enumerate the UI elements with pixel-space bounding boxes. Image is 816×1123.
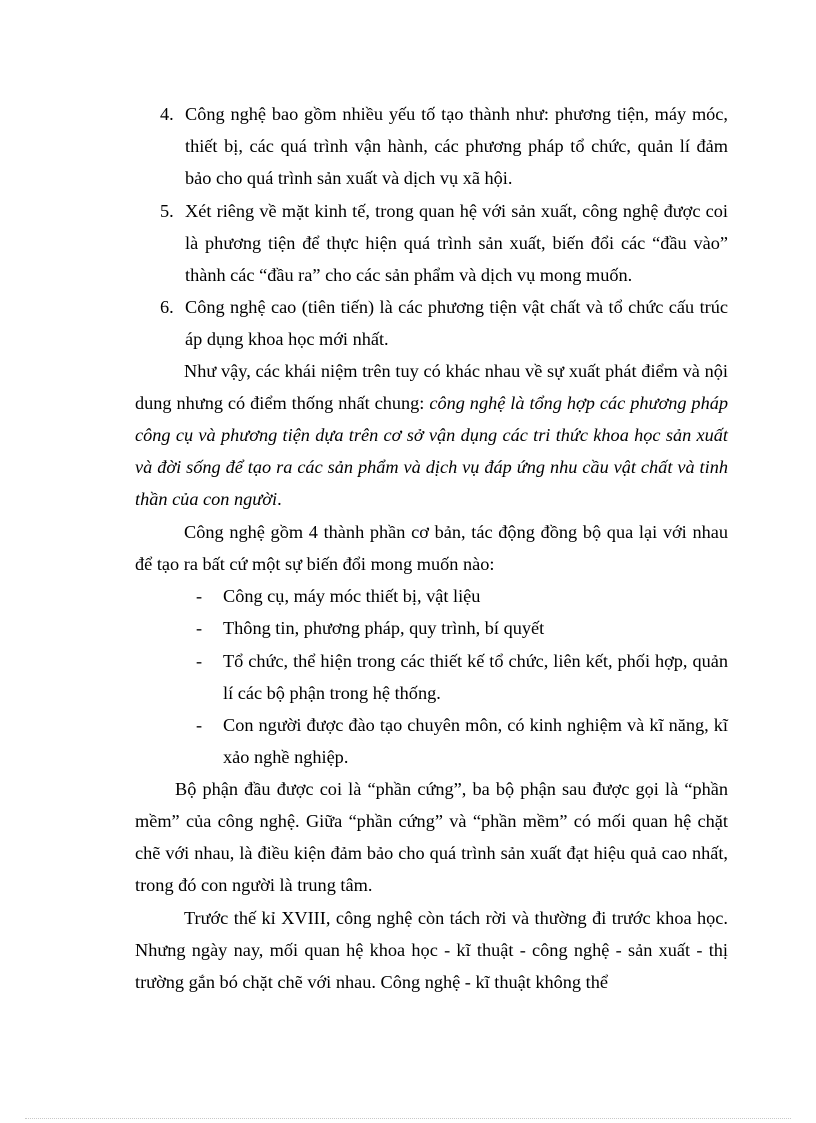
component-item-people (196, 709, 728, 773)
history-text: Trước thế kỉ XVIII, công nghệ còn tách rời và thường đi trước khoa học. Nhưng ngày nay, mối quan hệ khoa học - kĩ thuật - công nghệ - sản xuất - thị trường gắn bó chặt chẽ với nhau. Công nghệ - kĩ thuật không thể (135, 908, 728, 992)
item-text: Công nghệ cao (tiên tiến) là các phương tiện vật chất và tổ chức cấu trúc áp dụng khoa học mới nhất. (185, 297, 728, 349)
numbered-item-5 (160, 195, 728, 291)
list-dash: - (196, 618, 203, 638)
numbered-item-6 (160, 291, 728, 355)
hardware-software-text: Bộ phận đầu được coi là “phần cứng”, ba bộ phận sau được gọi là “phần mềm” của công nghệ. Giữa “phần cứng” và “phần mềm” có mối quan hệ chặt chẽ với nhau, là điều kiện đảm bảo cho quá trình sản xuất đạt hiệu quả cao nhất, trong đó con người là trung tâm. (135, 779, 728, 895)
component-text: Công cụ, máy móc thiết bị, vật liệu (223, 586, 481, 606)
component-item-organization (196, 645, 728, 709)
hardware-software-paragraph (135, 773, 728, 901)
component-text: Tổ chức, thể hiện trong các thiết kế tổ chức, liên kết, phối hợp, quản lí các bộ phận trong hệ thống. (223, 651, 728, 703)
history-paragraph (135, 902, 728, 998)
list-dash: - (196, 586, 203, 606)
numbered-item-4 (160, 98, 728, 194)
components-paragraph (135, 516, 728, 580)
component-item-tools (196, 580, 728, 612)
summary-tail: . (277, 489, 282, 509)
technology-definition: công nghệ là tổng hợp các phương pháp công cụ và phương tiện dựa trên cơ sở vận dụng các tri thức khoa học sản xuất và đời sống để tạo ra các sản phẩm và dịch vụ đáp ứng nhu cầu vật chất và tinh thần của con người (135, 393, 728, 509)
component-text: Thông tin, phương pháp, quy trình, bí quyết (223, 618, 545, 638)
item-text: Công nghệ bao gồm nhiều yếu tố tạo thành như: phương tiện, máy móc, thiết bị, các quá trình vận hành, các phương pháp tổ chức, quản lí đảm bảo cho quá trình sản xuất và dịch vụ xã hội. (185, 104, 728, 188)
item-number: 4. (160, 104, 174, 124)
item-text: Xét riêng về mặt kinh tế, trong quan hệ với sản xuất, công nghệ được coi là phương tiện để thực hiện quá trình sản xuất, biến đổi các “đầu vào” thành các “đầu ra” cho các sản phẩm và dịch vụ mong muốn. (185, 201, 728, 285)
summary-paragraph (135, 355, 728, 515)
list-dash: - (196, 651, 203, 671)
components-intro: Công nghệ gồm 4 thành phần cơ bản, tác động đồng bộ qua lại với nhau để tạo ra bất cứ một sự biến đổi mong muốn nào: (135, 522, 728, 574)
item-number: 6. (160, 297, 174, 317)
page-bottom-rule (25, 1118, 791, 1119)
item-number: 5. (160, 201, 174, 221)
component-text: Con người được đào tạo chuyên môn, có kinh nghiệm và kĩ năng, kĩ xảo nghề nghiệp. (223, 715, 728, 767)
component-item-information (196, 612, 728, 644)
summary-lead: Như vậy, các khái niệm trên tuy có khác nhau về sự xuất phát điểm và nội dung nhưng có điểm thống nhất chung: (135, 361, 728, 413)
list-dash: - (196, 715, 203, 735)
